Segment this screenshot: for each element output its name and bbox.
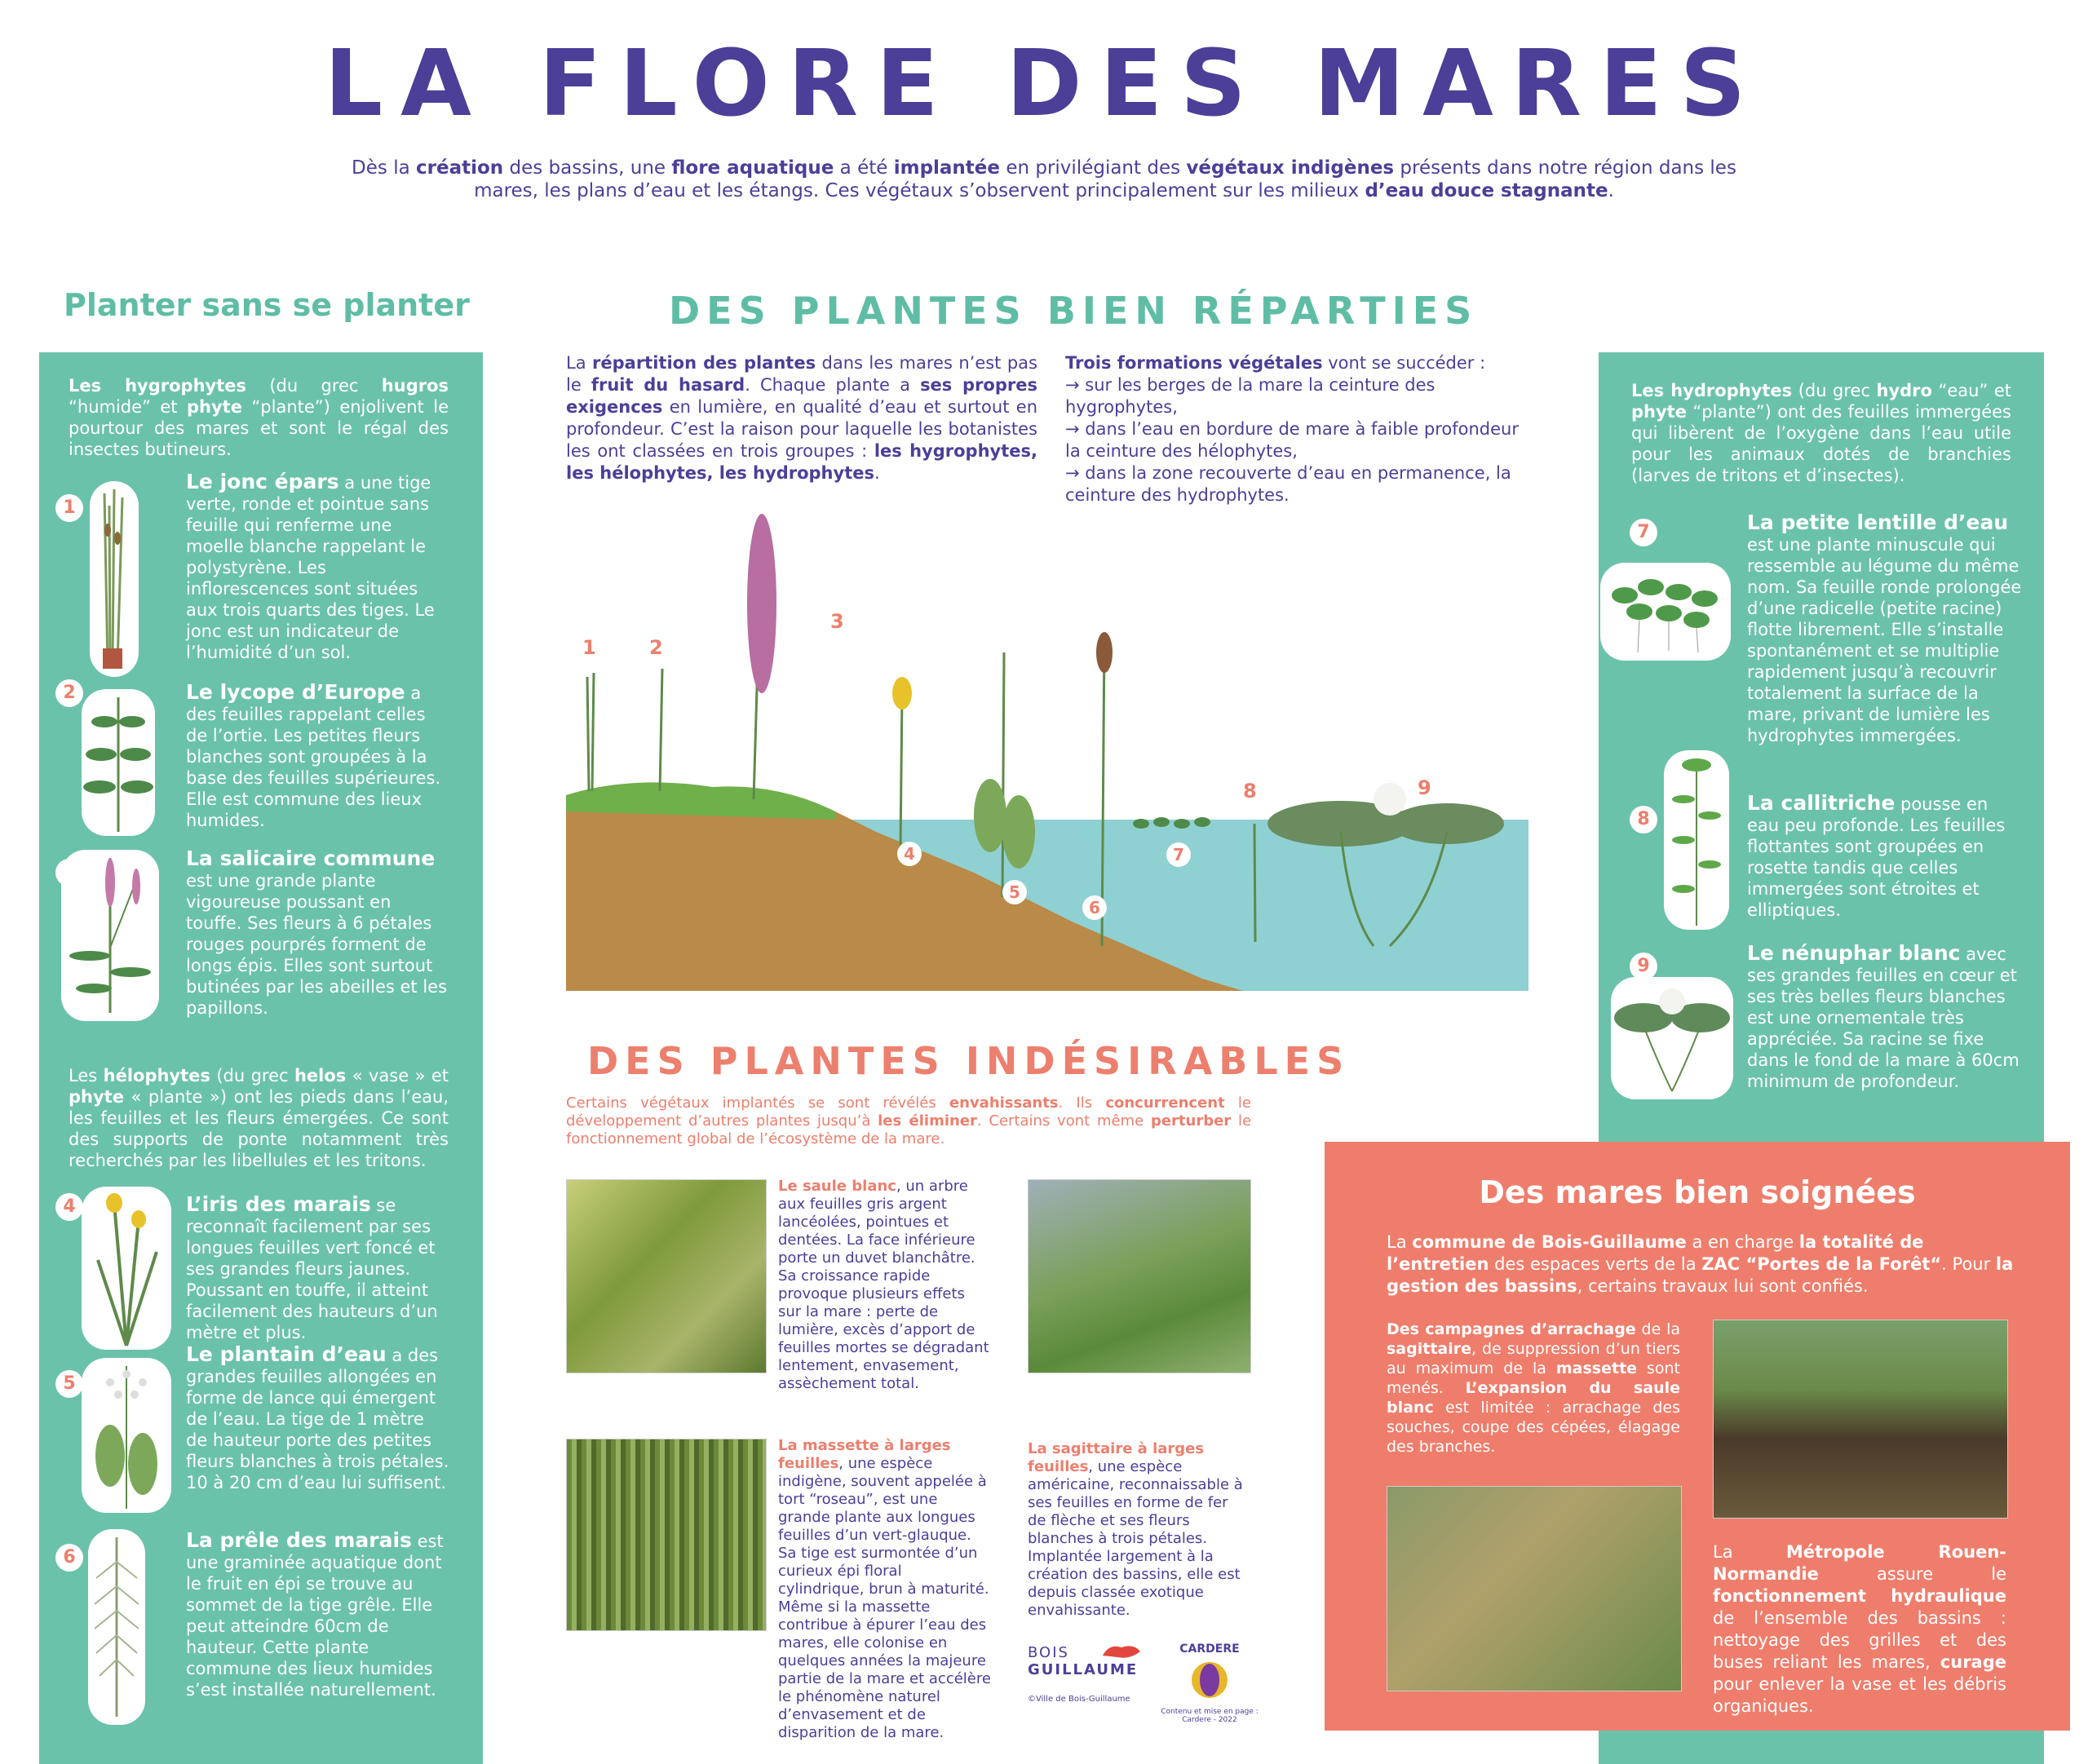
lycope-illustration (82, 689, 155, 836)
diagram-label-3: 3 (830, 610, 844, 633)
plant-desc-8: La callitriche pousse en eau peu profonde. Les feuilles flottantes sont groupées en rosette tandis que celles immergées sont étroites et elliptiques. (1747, 791, 2006, 920)
care-metropole: La Métropole Rouen-Normandie assure le fonctionnement hydraulique de l’ensemble des bassins : nettoyage des grilles et des buses reliant les mares, curage pour enlever la vase et les débris organiques. (1713, 1542, 2006, 1716)
left-section-title: Planter sans se planter (64, 287, 470, 323)
logo-credit-1: ©Ville de Bois-Guillaume (1028, 1695, 1130, 1704)
plant-desc-7: La petite lentille d’eau est une plante minuscule qui ressemble au légume du même nom. Sa feuille ronde prolongée d’une radicelle (petite racine) flotte librement. Elle s’installe spontanément et se multiplie rapidement jusqu’à recouvrir totalement la surface de la mare, privant de lumière les hydrophytes immergées. (1747, 511, 2022, 745)
diagram-label-8: 8 (1243, 780, 1257, 802)
plant-desc-5: Le plantain d’eau a des grandes feuilles allongées en forme de lance qui émergent de l’eau. La tige de 1 mètre de hauteur porte des petites fleurs blanches à trois pétales. 10 à 20 cm d’eau lui suffisent. (186, 1342, 449, 1492)
salicaire-illustration (61, 850, 159, 1021)
sagittaire-text: La sagittaire à larges feuilles, une espèce américaine, reconnaissable à ses feuilles en forme de fer de flèche et ses fleurs blanches à trois pétales. Implantée largement à la création des bassins, elle est depuis classée exotique envahissante. (1028, 1440, 1243, 1619)
plant-desc-1: Le jonc épars a une tige verte, ronde et pointue sans feuille qui renferme une moelle blanche rappelant le polystyrène. Les inflorescences sont situées aux trois quarts des tiges. Le jonc est un indicateur de l’humidité d’un sol. (186, 470, 435, 662)
lion-icon (1101, 1639, 1142, 1664)
plant-desc-2: Le lycope d’Europe a des feuilles rappelant celles de l’ortie. Les petites fleurs blanches sont groupées à la base des feuilles supérieures. Elle est commune des lieux humides. (186, 680, 441, 830)
plant-number-7: 7 (1630, 519, 1657, 546)
diagram-label-6: 6 (1082, 895, 1107, 920)
diagram-label-2: 2 (649, 636, 663, 659)
massette-photo (566, 1439, 767, 1631)
prele-illustration (88, 1529, 145, 1725)
plant-desc-6: La prêle des marais est une graminée aquatique dont le fruit en épi se trouve au sommet de la tige grêle. Elle peut atteindre 60cm de hauteur. Cette plante commune des lieux humides s’est installée naturellement. (186, 1528, 444, 1700)
plant-desc-9: Le nénuphar blanc avec ses grandes feuilles en cœur et ses très belles fleurs blanches est une ornementale très appréciée. Sa racine se fixe dans le fond de la mare à 60cm minimum de profondeur. (1747, 941, 2019, 1091)
care-campaigns: Des campagnes d’arrachage de la sagittaire, de suppression d’un tiers au maximum de la massette sont menés. L’expansion du saule blanc est limitée : arrachage des souches, coupe des cépées, élagage des branches. (1387, 1320, 1681, 1456)
logo-credit-2: Contenu et mise en page : Cardere - 2022 (1161, 1708, 1259, 1724)
saule-photo (566, 1179, 767, 1373)
plant-number-4: 4 (55, 1193, 83, 1221)
formations-text: Trois formations végétales vont se succéder : → sur les berges de la mare la ceinture des hygrophytes, → dans l’eau en bordure de mare à faible profondeur la ceinture des hélophytes, → dans la zone recouverte d’eau en permanence, la ceinture des hydrophytes. (1065, 353, 1519, 505)
excavator-photo (1713, 1320, 2008, 1519)
diagram-label-9: 9 (1418, 776, 1431, 799)
undesirable-title: DES PLANTES INDÉSIRABLES (587, 1039, 1351, 1083)
plant-number-5: 5 (55, 1370, 83, 1398)
care-title: Des mares bien soignées (1479, 1174, 1916, 1210)
iris-illustration (82, 1187, 171, 1350)
massette-text-top: La massette à larges feuilles, une espèce indigène, souvent appelée à tort “roseau”, est une grande plante aux longues feuilles d’un vert-glauque. Sa tige est surmontée d’un curieux épi floral cylindrique, brun à maturité. Même si la massette contribue à épurer l’eau des mares, elle colonise en quelques années la majeure partie de la mare et accélère le phénomène naturel d’envasement et de disparition de la mare. (778, 1437, 991, 1741)
distribution-title: DES PLANTES BIEN RÉPARTIES (669, 289, 1479, 333)
page-title: LA FLORE DES MARES (324, 31, 1764, 137)
saule-text: Le saule blanc, un arbre aux feuilles gris argent lancéolées, pointues et dentées. La face inférieure porte un duvet blanchâtre. Sa croissance rapide provoque plusieurs effets sur la mare : perte de lumière, excès d’apport de feuilles mortes se dégradant lentement, envasement, assèchement total. (778, 1178, 989, 1392)
sagittaire-photo (1028, 1179, 1251, 1373)
cardere-logo (1157, 1642, 1263, 1724)
nenuphar-illustration (1611, 977, 1733, 1099)
diagram-label-4: 4 (897, 842, 922, 866)
plant-desc-3: La salicaire commune est une grande plante vigoureuse poussant en touffe. Ses fleurs à 6 pétales rouges pourprés forment de longs épis. Elles sont surtout butinées par les abeilles et les papillons. (186, 847, 448, 1018)
plant-number-1: 1 (55, 494, 83, 522)
distribution-text: La répartition des plantes dans les mares n’est pas le fruit du hasard. Chaque plante a ses propres exigences en lumière, en qualité d’eau et surtout en profondeur. C’est la raison pour laquelle les botanistes les ont classées en trois groupes : les hygrophytes, les hélophytes, les hydrophytes. (566, 353, 1037, 483)
diagram-label-1: 1 (582, 636, 596, 659)
cardere-icon (1185, 1656, 1234, 1704)
plantain-illustration (82, 1358, 171, 1513)
lentille-illustration (1600, 563, 1731, 661)
logo-bois: BOIS (1028, 1644, 1069, 1661)
logo-cardere-name: CARDERE (1179, 1642, 1240, 1656)
callitriche-illustration (1664, 750, 1729, 930)
undesirable-intro: Certains végétaux implantés se sont révélés envahissants. Ils concurrencent le développement d’autres plantes jusqu’à les éliminer. Certains vont même perturber le fonctionnement global de l’écosystème de la mare. (566, 1094, 1252, 1147)
diagram-label-5: 5 (1002, 880, 1027, 904)
jonc-illustration (90, 481, 139, 677)
plant-desc-4: L’iris des marais se reconnaît facilement par ses longues feuilles vert foncé et ses grandes fleurs jaunes. Poussant en touffe, il atteint facilement des hauteurs d’un mètre et plus. (186, 1192, 438, 1342)
plant-number-9: 9 (1630, 953, 1657, 980)
hydrophytes-intro: Les hydrophytes (du grec hydro “eau” et phyte “plante”) ont des feuilles immergées qui libèrent de l’oxygène dans l’eau utile pour les animaux dotés de branchies (larves de tritons et d’insectes). (1631, 381, 2012, 485)
worker-photo (1387, 1486, 1682, 1691)
logo-guillaume: GUILLAUME (1028, 1661, 1139, 1678)
care-intro: La commune de Bois-Guillaume a en charge la totalité de l’entretien des espaces verts de la ZAC “Portes de la Forêt“. Pour la gestion des bassins, certains travaux lui sont confiés. (1387, 1232, 2014, 1296)
helophytes-intro: Les hélophytes (du grec helos « vase » et phyte « plante ») ont les pieds dans l’eau, les feuilles et les fleurs émergées. Ce sont des supports de ponte notamment très recherchés par les libellules et les tritons. (69, 1066, 449, 1170)
hygrophytes-intro: Les hygrophytes (du grec hugros “humide” et phyte “plante”) enjolivent le pourtour des mares et sont le régal des insectes butineurs. (69, 376, 449, 459)
plant-number-8: 8 (1630, 806, 1657, 833)
diagram-label-7: 7 (1166, 842, 1191, 867)
plant-number-2: 2 (55, 679, 83, 707)
plant-number-6: 6 (55, 1544, 83, 1572)
intro-text: Dès la création des bassins, une flore aquatique a été implantée en privilégiant des végétaux indigènes présents dans notre région dans les mares, les plans d’eau et les étangs. Ces végétaux s’observent principalement sur les milieux d’eau douce stagnante. (352, 157, 1736, 201)
pond-diagram (566, 489, 1528, 991)
